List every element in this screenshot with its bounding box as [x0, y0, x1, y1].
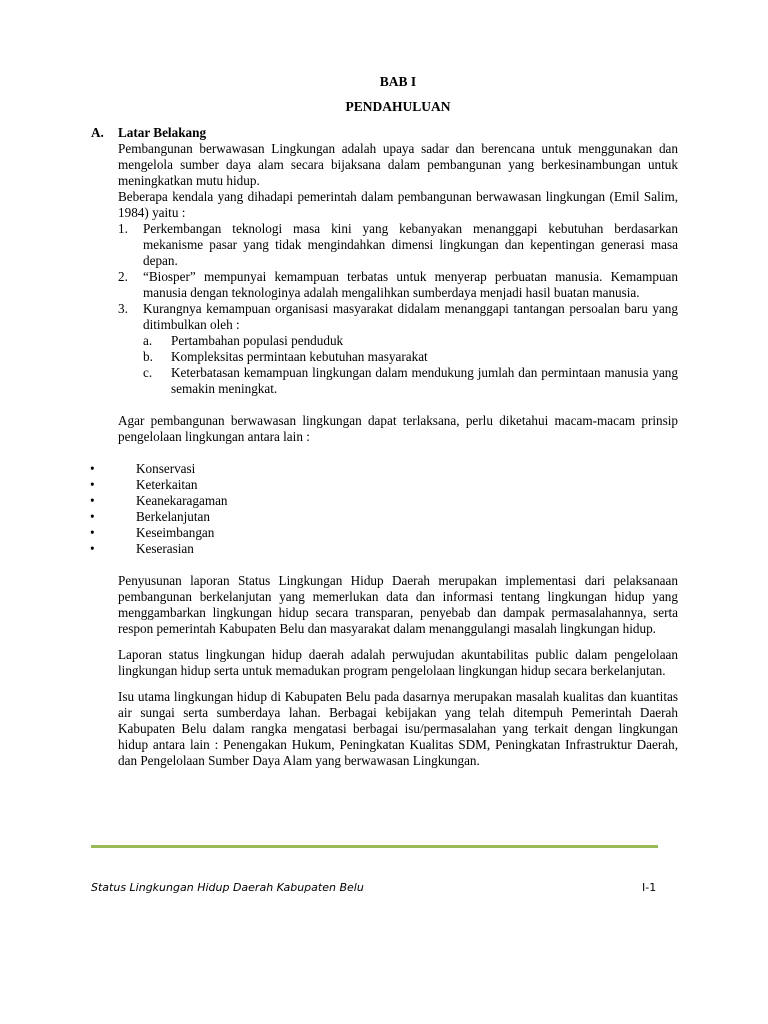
list-item: [118, 221, 678, 269]
bullet-text: Berkelanjutan: [136, 509, 210, 524]
footer-title: Status Lingkungan Hidup Daerah Kabupaten Belu: [91, 881, 364, 894]
bullet-item: [90, 525, 678, 541]
bullet-item: [90, 509, 678, 525]
bullet-text: Keanekaragaman: [136, 493, 228, 508]
chapter-title: PENDAHULUAN: [345, 99, 451, 114]
page-number: I-1: [642, 881, 657, 894]
footer-rule: [91, 845, 658, 848]
sub-list-letter: c.: [143, 365, 153, 380]
bullet-item: [90, 477, 678, 493]
bullet-icon: •: [90, 525, 95, 540]
sub-list-letter: b.: [143, 349, 153, 364]
sub-list-text: Kompleksitas permintaan kebutuhan masyarakat: [171, 349, 428, 364]
list-text: “Biosper” mempunyai kemampuan terbatas untuk menyerap perbuatan manusia. Kemampuan manusia dengan teknologinya adalah mengalihkan sumberdaya menjadi hasil buatan manusia.: [143, 269, 678, 300]
list-text: Perkembangan teknologi masa kini yang kebanyakan menanggapi kebutuhan berdasarkan mekanisme pasar yang tidak mengindahkan dimensi lingkungan dan kepentingan generasi masa depan.: [143, 221, 678, 268]
paragraph-main-issues: Isu utama lingkungan hidup di Kabupaten Belu pada dasarnya merupakan masalah kualitas dan kuantitas air sungai serta sumberdaya lahan. Berbagai kebijakan yang telah ditempuh Pemerintah Daerah Kabupaten Belu dalam rangka mengatasi berbagai isu/permasalahan yang terkait dengan lingkungan hidup antara lain : Penengakan Hukum, Peningkatan Kualitas SDM, Peningkatan Infrastruktur Daerah, dan Pengelolaan Sumber Daya Alam yang berwawasan Lingkungan.: [118, 689, 678, 768]
sub-list-text: Pertambahan populasi penduduk: [171, 333, 344, 348]
principles-list: [90, 461, 678, 557]
chapter-number: BAB I: [379, 74, 417, 89]
paragraph-constraints-intro: Beberapa kendala yang dihadapi pemerintah dalam pembangunan berwawasan lingkungan (Emil Salim, 1984) yaitu :: [118, 189, 678, 220]
bullet-icon: •: [90, 477, 95, 492]
paragraph-intro: Pembangunan berwawasan Lingkungan adalah upaya sadar dan berencana untuk menggunakan dan mengelola sumber daya alam secara bijaksana dalam pembangunan yang berkesinambungan untuk meningkatkan mutu hidup.: [118, 141, 678, 188]
sub-list-text: Keterbatasan kemampuan lingkungan dalam mendukung jumlah dan permintaan manusia yang semakin meningkat.: [171, 365, 678, 396]
paragraph-principles-intro: Agar pembangunan berwawasan lingkungan dapat terlaksana, perlu diketahui macam-macam prinsip pengelolaan lingkungan antara lain :: [118, 413, 678, 444]
bullet-icon: •: [90, 509, 95, 524]
list-text: Kurangnya kemampuan organisasi masyarakat didalam menanggapi tantangan persoalan baru yang ditimbulkan oleh :: [143, 301, 678, 332]
list-number: 1.: [118, 221, 128, 236]
sub-list-item: [118, 365, 678, 397]
sub-list-item: [118, 349, 678, 365]
paragraph-accountability: Laporan status lingkungan hidup daerah adalah perwujudan akuntabilitas public dalam pengelolaan lingkungan hidup serta untuk memadukan program pengelolaan lingkungan hidup secara berkelanjutan.: [118, 647, 678, 678]
bullet-item: [90, 541, 678, 557]
list-number: 3.: [118, 301, 128, 316]
bullet-text: Konservasi: [136, 461, 196, 476]
bullet-item: [90, 493, 678, 509]
bullet-icon: •: [90, 461, 95, 476]
section-title: Latar Belakang: [118, 125, 207, 140]
body-text: [90, 141, 678, 769]
paragraph-report-purpose: Penyusunan laporan Status Lingkungan Hidup Daerah merupakan implementasi dari pelaksanaan pembangunan berkelanjutan yang memerlukan data dan informasi tentang lingkungan hidup yang menggambarkan lingkungan hidup secara transparan, penyebab dan dampak permasalahannya, serta respon pemerintah Kabupaten Belu dan masyarakat dalam menanggulangi masalah lingkungan hidup.: [118, 573, 678, 636]
bullet-item: [90, 461, 678, 477]
bullet-icon: •: [90, 541, 95, 556]
sub-list-letter: a.: [143, 333, 153, 348]
bullet-icon: •: [90, 493, 95, 508]
section-letter: A.: [91, 125, 104, 140]
bullet-text: Keterkaitan: [136, 477, 198, 492]
bullet-text: Keserasian: [136, 541, 194, 556]
list-number: 2.: [118, 269, 128, 284]
constraints-list: [118, 221, 678, 397]
sub-list-item: [118, 333, 678, 349]
list-item: [118, 301, 678, 333]
list-item: [118, 269, 678, 301]
bullet-text: Keseimbangan: [136, 525, 215, 540]
